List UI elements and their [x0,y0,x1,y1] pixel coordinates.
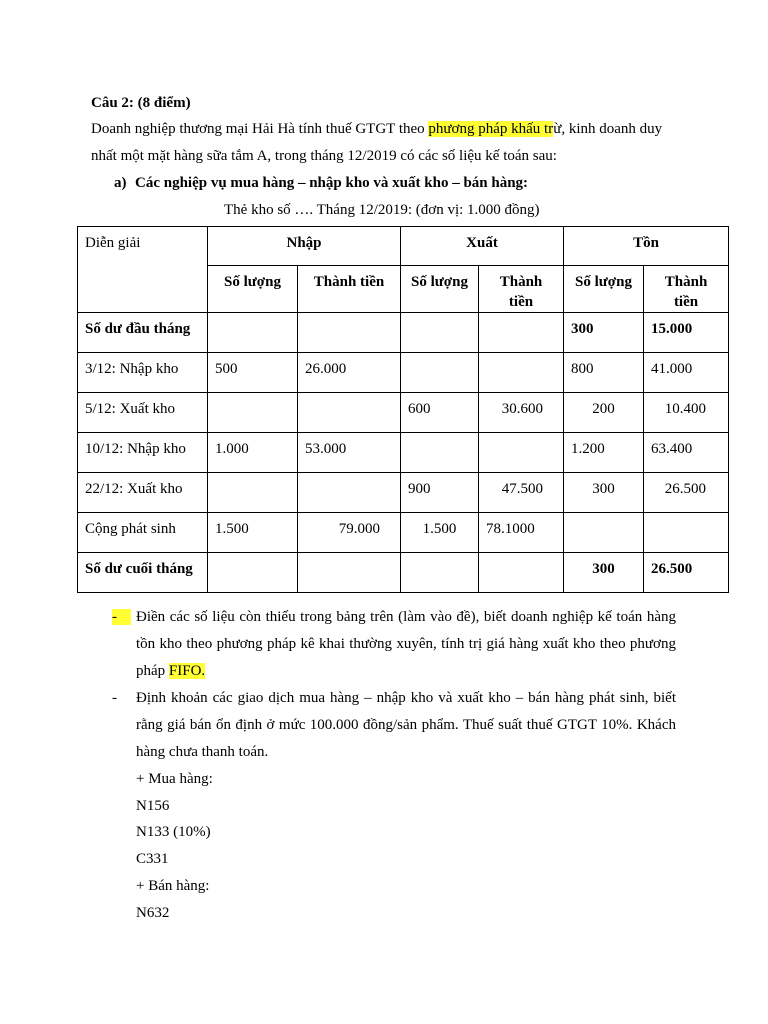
bullet-2-marker: - [112,690,117,706]
cell-nhap-thanh-tien [298,393,401,433]
cell-nhap-thanh-tien [298,473,401,513]
bullet-2-line-1: Định khoản các giao dịch mua hàng – nhập kho và xuất kho – bán hàng phát sinh, biết [136,690,676,706]
bullet-1-marker [112,607,131,627]
cell-xuat-so-luong [401,313,479,353]
cell-nhap-thanh-tien: 53.000 [298,433,401,473]
row-label: 10/12: Nhập kho [78,433,208,473]
intro-line-2: nhất một mặt hàng sữa tắm A, trong tháng 12/2019 có các số liệu kế toán sau: [91,148,557,164]
section-a-title: Các nghiệp vụ mua hàng – nhập kho và xuất kho – bán hàng: [135,175,529,191]
cell-nhap-so-luong: 1.000 [208,433,298,473]
cell-ton-thanh-tien: 26.500 [644,553,729,593]
cell-ton-so-luong: 300 [564,313,644,353]
fifo-highlight: FIFO. [168,663,206,679]
table-row [78,313,729,353]
entry-n156: N156 [136,798,170,814]
row-label: Cộng phát sinh [78,513,208,553]
cell-nhap-so-luong [208,473,298,513]
cell-nhap-so-luong: 1.500 [208,513,298,553]
cell-ton-so-luong: 300 [564,553,644,593]
cell-ton-thanh-tien: 15.000 [644,313,729,353]
cell-nhap-thanh-tien: 26.000 [298,353,401,393]
cell-xuat-thanh-tien [479,353,564,393]
cell-ton-so-luong [564,513,644,553]
cell-xuat-so-luong: 600 [401,393,479,433]
stock-card-table [77,226,729,593]
cell-xuat-thanh-tien: 78.1000 [479,513,564,553]
cell-xuat-so-luong: 1.500 [401,513,479,553]
cell-ton-thanh-tien: 26.500 [644,473,729,513]
entry-mua-hang: + Mua hàng: [136,771,213,787]
cell-xuat-so-luong [401,433,479,473]
entry-n133: N133 (10%) [136,824,211,840]
bullet-1-line-3 [136,661,205,681]
cell-ton-so-luong: 300 [564,473,644,513]
row-label: Số dư cuối tháng [78,553,208,593]
cell-nhap-so-luong [208,313,298,353]
cell-nhap-so-luong: 500 [208,353,298,393]
cell-nhap-thanh-tien [298,313,401,353]
row-label: 3/12: Nhập kho [78,353,208,393]
cell-nhap-so-luong [208,393,298,433]
intro-line-1 [91,119,662,139]
subheader-xuat-thanh-tien: Thành tiền [479,266,564,313]
row-label: Số dư đầu tháng [78,313,208,353]
cell-xuat-thanh-tien: 47.500 [479,473,564,513]
table-row [78,433,729,473]
cell-xuat-thanh-tien [479,553,564,593]
subheader-nhap-so-luong: Số lượng [208,266,298,313]
cell-xuat-so-luong: 900 [401,473,479,513]
row-label: 22/12: Xuất kho [78,473,208,513]
cell-ton-thanh-tien: 63.400 [644,433,729,473]
header-dien-giai: Diễn giải [78,227,208,313]
table-row [78,473,729,513]
cell-xuat-thanh-tien: 30.600 [479,393,564,433]
highlighted-phrase: phương pháp khấu tr [428,121,554,137]
cell-xuat-thanh-tien [479,313,564,353]
table-row [78,353,729,393]
entry-c331: C331 [136,851,169,867]
cell-ton-thanh-tien: 10.400 [644,393,729,433]
cell-ton-so-luong: 1.200 [564,433,644,473]
bullet-1-line-2: tồn kho theo phương pháp kê khai thường xuyên, tính trị giá hàng xuất kho theo phương [136,636,676,652]
header-nhap: Nhập [208,227,401,266]
cell-xuat-so-luong [401,553,479,593]
entry-n632: N632 [136,905,170,921]
header-ton: Tồn [564,227,729,266]
cell-nhap-so-luong [208,553,298,593]
cell-ton-so-luong: 800 [564,353,644,393]
bullet-2-line-3: hàng chưa thanh toán. [136,744,269,760]
table-caption: Thẻ kho số …. Tháng 12/2019: (đơn vị: 1.000 đồng) [224,202,540,218]
intro-text-pre: Doanh nghiệp thương mại Hải Hà tính thuế GTGT theo [91,121,429,137]
intro-text-post: ừ, kinh doanh duy [553,121,663,137]
subheader-nhap-thanh-tien: Thành tiền [298,266,401,313]
table-row [78,553,729,593]
cell-ton-so-luong: 200 [564,393,644,433]
table-row [78,513,729,553]
cell-xuat-so-luong [401,353,479,393]
subheader-xuat-so-luong: Số lượng [401,266,479,313]
entry-ban-hang: + Bán hàng: [136,878,210,894]
bullet-2-line-2: rằng giá bán ổn định ở mức 100.000 đồng/sản phẩm. Thuế suất thuế GTGT 10%. Khách [136,717,676,733]
subheader-ton-so-luong: Số lượng [564,266,644,313]
cell-nhap-thanh-tien [298,553,401,593]
cell-nhap-thanh-tien: 79.000 [298,513,401,553]
subheader-ton-thanh-tien: Thành tiền [644,266,729,313]
section-a-marker: a) [114,175,127,191]
row-label: 5/12: Xuất kho [78,393,208,433]
bullet-1-line-1: Điền các số liệu còn thiếu trong bảng trên (làm vào đề), biết doanh nghiệp kế toán hàng [136,609,676,625]
cell-ton-thanh-tien: 41.000 [644,353,729,393]
cell-ton-thanh-tien [644,513,729,553]
question-heading: Câu 2: (8 điểm) [91,95,191,111]
bullet-1-line-3-text: pháp [136,663,169,679]
cell-xuat-thanh-tien [479,433,564,473]
table-row [78,393,729,433]
bullet-1-dash: - [112,609,131,625]
table-header-row-1 [78,227,729,266]
header-xuat: Xuất [401,227,564,266]
